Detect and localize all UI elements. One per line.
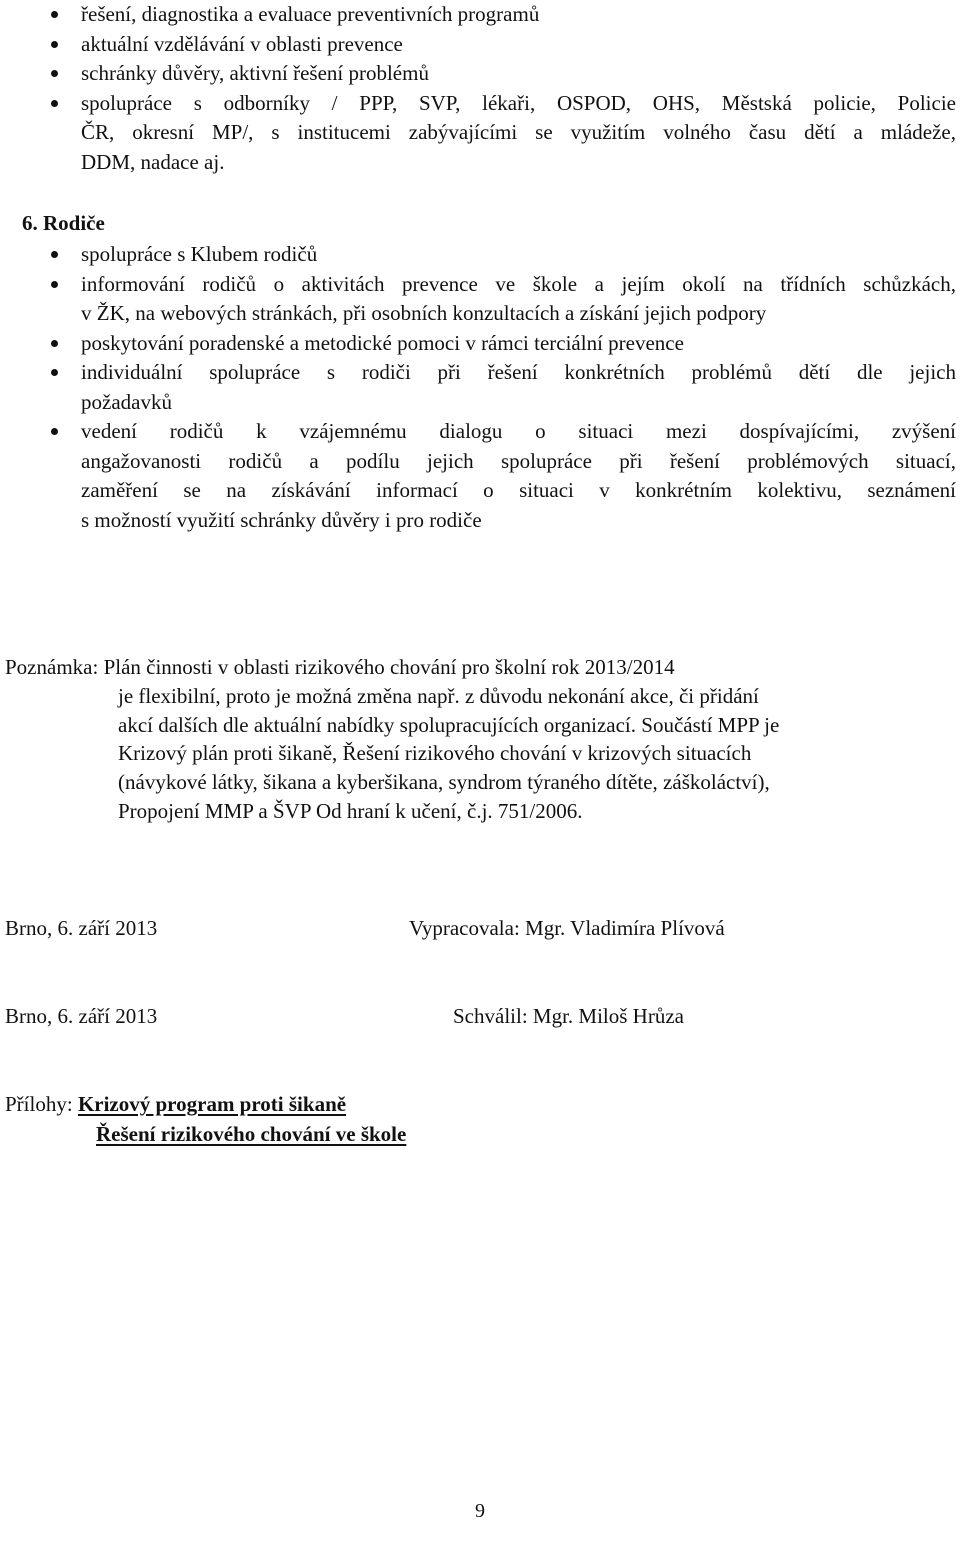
bullet-icon	[51, 11, 58, 18]
attachments-block	[5, 1089, 406, 1149]
list-item-text: v ŽK, na webových stránkách, při osobních konzultacích a získání jejich podpory	[81, 301, 767, 325]
note-text: je flexibilní, proto je možná změna např. z důvodu nekonání akce, či přidání	[118, 683, 759, 708]
attachment-link[interactable]: Krizový program proti šikaně	[77, 1092, 347, 1116]
note-text: Propojení MMP a ŠVP Od hraní k učení, č.j. 751/2006.	[118, 798, 583, 823]
list-item	[0, 89, 960, 178]
list-item	[0, 30, 960, 60]
list-item	[0, 0, 960, 30]
list-item	[0, 270, 960, 329]
list-item-text: poskytování poradenské a metodické pomoci v rámci terciální prevence	[81, 330, 684, 355]
place-date: Brno, 6. září 2013	[5, 1004, 158, 1028]
parents-activities-list	[0, 240, 960, 535]
list-item-text: aktuální vzdělávání v oblasti prevence	[81, 31, 403, 56]
note-text: akcí dalších dle aktuální nabídky spolupracujících organizací. Součástí MPP je	[118, 712, 780, 737]
list-item-text: DDM, nadace aj.	[81, 149, 225, 174]
list-item-text: schránky důvěry, aktivní řešení problémů	[81, 61, 429, 85]
bullet-icon	[51, 281, 58, 288]
bullet-icon	[51, 70, 58, 77]
list-item	[0, 59, 960, 89]
note-text: Plán činnosti v oblasti rizikového chování pro školní rok 2013/2014	[103, 655, 675, 679]
list-item-text: individuální spolupráce s rodiči při řešení konkrétních problémů dětí dle jejich	[81, 360, 956, 384]
note-text: (návykové látky, šikana a kyberšikana, syndrom týraného dítěte, záškoláctví),	[118, 770, 770, 795]
list-item-text: spolupráce s odborníky / PPP, SVP, lékaři, OSPOD, OHS, Městská policie, Policie	[81, 90, 956, 115]
list-item-text: požadavků	[81, 389, 172, 414]
note-text: Krizový plán proti šikaně, Řešení rizikového chování v krizových situacích	[118, 741, 752, 766]
attachments-label: Přílohy:	[5, 1092, 73, 1116]
bullet-icon	[51, 369, 58, 376]
list-item-text: vedení rodičů k vzájemnému dialogu o situaci mezi dospívajícími, zvýšení	[81, 419, 956, 443]
list-item-text: řešení, diagnostika a evaluace preventivních programů	[81, 2, 540, 26]
bullet-icon	[51, 251, 58, 258]
section-heading: 6. Rodiče	[22, 211, 105, 235]
bullet-icon	[51, 340, 58, 347]
approved-by: Schválil: Mgr. Miloš Hrůza	[453, 1004, 684, 1028]
place-date: Brno, 6. září 2013	[5, 916, 158, 940]
page-number: 9	[475, 1500, 485, 1522]
list-item	[0, 417, 960, 535]
list-item-text: spolupráce s Klubem rodičů	[81, 242, 318, 266]
bullet-icon	[51, 100, 58, 107]
list-item	[0, 358, 960, 417]
signature-row-approved	[5, 1002, 684, 1031]
prepared-by: Vypracovala: Mgr. Vladimíra Plívová	[409, 916, 725, 940]
list-item-text: angažovanosti rodičů a podílu jejich spolupráce při řešení problémových situací,	[81, 448, 956, 473]
list-item	[0, 240, 960, 270]
list-item-text: s možností využití schránky důvěry i pro rodiče	[81, 507, 482, 532]
note-block	[5, 653, 779, 826]
note-label: Poznámka:	[5, 655, 99, 679]
attachment-link[interactable]: Řešení rizikového chování ve škole	[96, 1122, 407, 1146]
bullet-icon	[51, 41, 58, 48]
list-item-text: ČR, okresní MP/, s institucemi zabývajícími se využitím volného času dětí a mládeže,	[81, 120, 956, 144]
signature-row-prepared	[5, 914, 725, 943]
bullet-icon	[51, 428, 58, 435]
prevention-activities-list	[0, 0, 960, 177]
list-item-text: informování rodičů o aktivitách prevence ve škole a jejím okolí na třídních schůzkách,	[81, 271, 956, 296]
list-item-text: zaměření se na získávání informací o situaci v konkrétním kolektivu, seznámení	[81, 478, 956, 502]
list-item	[0, 329, 960, 359]
